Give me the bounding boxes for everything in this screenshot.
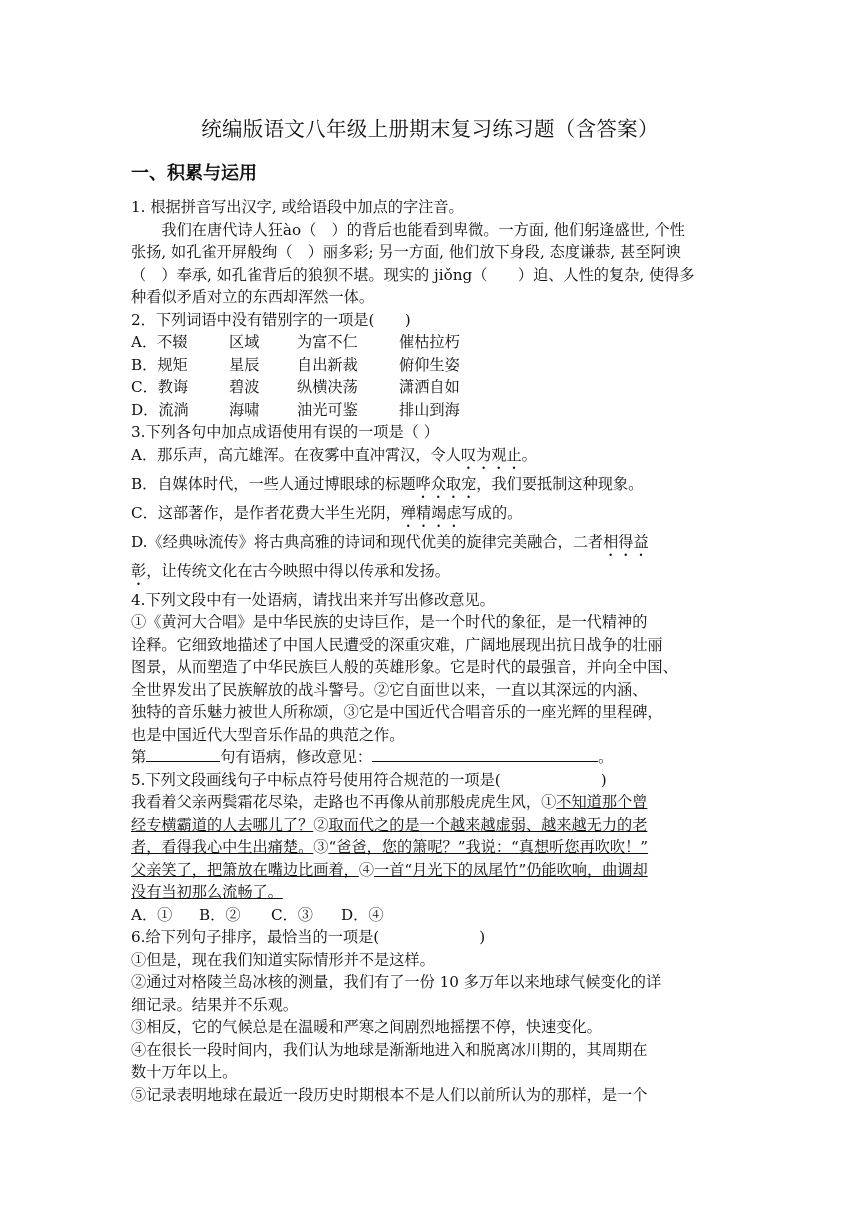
q2-options [131, 331, 731, 421]
q6-sentence: ②通过对格陵兰岛冰核的测量，我们有了一份 10 多万年以来地球气候变化的详 [131, 973, 662, 991]
underlined-sentence: 没有当初那么流畅了。 [131, 883, 283, 901]
q2-option-word: 纵横决荡 [297, 378, 358, 396]
underlined-sentence: 不知道那个曾 [556, 793, 648, 811]
underlined-sentence: 一首“月光下的凤尾竹”仍能吹响，曲调却 [374, 860, 648, 879]
q5-text: 我看着父亲两鬓霜花尽染，走路也不再像从前那般虎虎生风，① [131, 793, 557, 811]
q5-text: ② [313, 815, 329, 834]
q4-line: 诠释。它细致地描述了中国人民遭受的深重灾难，广阔地展现出抗日战争的壮丽 [131, 635, 663, 654]
q2-option-word: D．流淌 [131, 400, 189, 419]
q5-line [131, 881, 731, 904]
q4-line: 独特的音乐魅力被世人所称颂，③它是中国近代合唱音乐的一座光辉的里程碑， [131, 703, 663, 721]
q2-option-word: 星辰 [229, 355, 260, 374]
q5-stem [131, 769, 731, 792]
q2-option-word: A．不辍 [131, 333, 188, 351]
q3-text: ，我们要抵制这种现象。 [476, 474, 644, 493]
q6-sentence: 细记录。结果并不乐观。 [131, 995, 299, 1014]
q6-sentence: ⑤记录表明地球在最近一段历史时期根本不是人们以前所认为的那样，是一个 [131, 1085, 648, 1104]
q3-text: D.《经典咏流传》将古典高雅的诗词和现代优美的旋律完美融合，二者 [131, 532, 604, 551]
q5-option[interactable]: C．③ [271, 905, 313, 924]
q5-option[interactable]: A．① [131, 905, 173, 924]
q2-option-word: 碧波 [229, 378, 260, 396]
underlined-sentence: “爸爸，您的箫呢？”我说：“真想听您再吹吹！” [328, 838, 649, 856]
q4-answer-line [131, 746, 731, 769]
q3-option-d [131, 531, 731, 560]
q2-stem: 2．下列词语中没有错别字的一项是( ) [131, 310, 411, 329]
q2-option-row[interactable] [131, 331, 731, 354]
q3-option-d-cont [131, 560, 731, 589]
dotted-idiom: 相得益 [603, 532, 649, 551]
q3-option-a [131, 444, 731, 473]
q3-text: B．自媒体时代，一些人通过博眼球的标题 [131, 474, 416, 493]
q2-option-row[interactable] [131, 376, 731, 399]
q2-option-word: 俯仰生姿 [399, 355, 460, 374]
q2-option-row[interactable] [131, 354, 731, 377]
q1-line: 张扬, 如孔雀开屏般绚（ ）丽多彩; 另一方面, 他们放下身段, 态度谦恭, 甚至阿谀 [131, 243, 681, 261]
dotted-idiom: 哗众取宠 [415, 474, 477, 493]
q3-text: ，让传统文化在古今映照中得以传承和发扬。 [146, 561, 450, 580]
q3-option-c [131, 502, 731, 531]
q5-text: ④ [358, 860, 374, 879]
q6-stem-text: 6.给下列句子排序，最恰当的一项是( [131, 928, 380, 946]
underlined-sentence: 者，看得我心中生出痛楚。 [131, 838, 314, 856]
underlined-sentence: 父亲笑了，把箫放在嘴边比画着， [131, 860, 359, 879]
q4-line: 图景，从而塑造了中华民族巨人般的英雄形象。它是时代的最强音，并向全中国、 [131, 658, 678, 676]
question-list [131, 196, 731, 1106]
q3-option-b [131, 473, 731, 502]
q4-line: 全世界发出了民族解放的战斗警号。②它自面世以来，一直以其深远的内涵、 [131, 680, 648, 699]
q4-ans-text: 。 [598, 748, 614, 766]
q2-option-word: 催枯拉朽 [399, 333, 460, 351]
q5-line [131, 791, 731, 814]
q1-line: （ ）奉承, 如孔雀背后的狼狈不堪。现实的 jiǒng（ ）迫、人性的复杂, 使得多 [131, 265, 695, 284]
q4-ans-text: 第 [131, 748, 147, 766]
underlined-sentence: 经专横霸道的人去哪儿了？ [131, 815, 314, 834]
q3-text: A．那乐声，高亢雄浑。在夜雾中直冲霄汉，令人 [131, 445, 461, 464]
q6-sentence: ①但是，现在我们知道实际情形并不是这样。 [131, 950, 435, 969]
q1-stem: 1. 根据拼音写出汉字, 或给语段中加点的字注音。 [131, 198, 464, 216]
q2-option-word: 区域 [229, 333, 260, 351]
q2-option-word: 为富不仁 [297, 333, 358, 351]
dotted-idiom: 彰 [131, 561, 147, 580]
underlined-sentence: 取而代之的是一个越来越虚弱、越来越无力的老 [328, 815, 648, 834]
q2-option-word: 排山到海 [399, 400, 460, 419]
q1-line: 种看似矛盾对立的东西却浑然一体。 [131, 288, 374, 306]
q6-sentence: ④在很长一段时间内，我们认为地球是渐渐地进入和脱离冰川期的，其周期在 [131, 1040, 648, 1059]
q5-line [131, 814, 731, 837]
q2-option-word: C．教诲 [131, 378, 189, 396]
q2-option-word: 潇洒自如 [399, 378, 460, 396]
q5-line [131, 836, 731, 859]
section-heading: 一、积累与运用 [131, 163, 257, 184]
q4-line: ①《黄河大合唱》是中华民族的史诗巨作，是一个时代的象征，是一代精神的 [131, 613, 648, 631]
q4-line: 也是中国近代大型音乐作品的典范之作。 [131, 725, 405, 744]
q2-option-word: 海啸 [229, 400, 260, 419]
dotted-idiom: 殚精竭虑 [400, 503, 462, 522]
q6-stem [131, 926, 731, 949]
q2-option-word: 自出新裁 [297, 355, 358, 374]
q3-text: C．这部著作，是作者花费大半生光阴， [131, 503, 401, 522]
q2-option-word: 油光可鉴 [297, 400, 358, 419]
q6-sentence: ③相反，它的气候总是在温暖和严寒之间剧烈地摇摆不停，快速变化。 [131, 1018, 602, 1036]
document-title: 统编版语文八年级上册期末复习练习题（含答案） [201, 117, 659, 141]
q6-sentence: 数十万年以上。 [131, 1063, 238, 1081]
q5-text: ③ [313, 838, 329, 856]
q3-stem: 3.下列各句中加点成语使用有误的一项是（ ） [131, 423, 439, 441]
q2-option-word: B．规矩 [131, 355, 188, 374]
q3-text: 。 [521, 445, 537, 464]
sentence-number-blank[interactable] [146, 746, 220, 762]
revision-blank[interactable] [372, 746, 598, 762]
q5-option[interactable]: D．④ [341, 905, 384, 924]
q3-text: 写成的。 [461, 503, 523, 522]
q5-options [131, 904, 731, 927]
q5-stem-text: 5.下列文段画线句子中标点符号使用符合规范的一项是( [131, 770, 501, 789]
q5-line [131, 859, 731, 882]
q1-line: 我们在唐代诗人狂ào（ ）的背后也能看到卑微。一方面, 他们躬逢盛世, 个性 [161, 220, 685, 239]
q4-stem: 4.下列文段中有一处语病，请找出来并写出修改意见。 [131, 590, 495, 609]
dotted-idiom: 叹为观止 [460, 445, 522, 464]
q5-stem-text: ) [600, 770, 607, 789]
q5-option[interactable]: B．② [199, 905, 241, 924]
q4-ans-text: 句有语病，修改意见： [220, 748, 373, 766]
q6-stem-text: ) [479, 928, 486, 946]
q2-option-row[interactable] [131, 399, 731, 422]
